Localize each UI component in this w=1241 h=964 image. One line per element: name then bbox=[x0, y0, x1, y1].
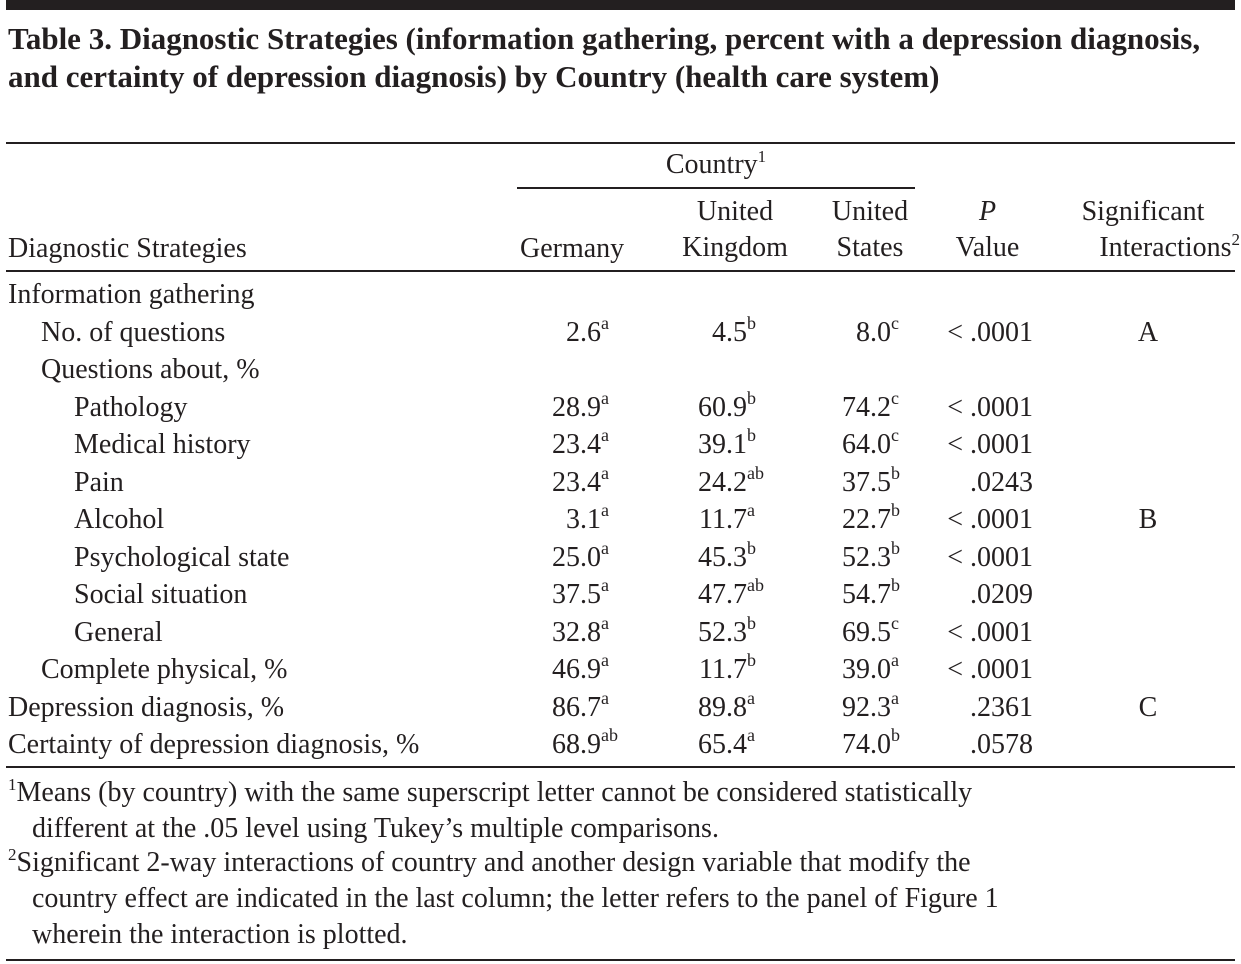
significance-letter: a bbox=[601, 387, 609, 408]
significance-letter: a bbox=[601, 500, 609, 520]
table-row bbox=[0, 351, 1241, 388]
cell-value: 25.0 bbox=[552, 541, 601, 573]
cell-p-value: < .0001 bbox=[947, 316, 1033, 348]
cell-uk bbox=[698, 612, 756, 651]
header-significant-interactions bbox=[1060, 194, 1240, 266]
significance-letter: b bbox=[747, 537, 756, 558]
cell-de bbox=[552, 612, 609, 651]
table-row bbox=[0, 576, 1241, 613]
footnote-line: different at the .05 level using Tukey’s multiple comparisons. bbox=[32, 813, 719, 844]
cell-interaction: A bbox=[1137, 316, 1159, 348]
footnote-text: Significant 2-way interactions of country and another design variable that modify the bbox=[16, 847, 971, 878]
significance-letter: a bbox=[601, 687, 609, 708]
table-row bbox=[0, 426, 1241, 463]
cell-value: 89.8 bbox=[698, 691, 747, 723]
cell-p-value: < .0001 bbox=[947, 429, 1033, 460]
significance-letter: ab bbox=[601, 725, 618, 745]
cell-de bbox=[552, 725, 618, 763]
significance-letter: c bbox=[891, 312, 899, 333]
table-row bbox=[0, 614, 1241, 651]
cell-value: 64.0 bbox=[842, 429, 891, 460]
significance-letter: b bbox=[891, 462, 900, 483]
cell-p-value: < .0001 bbox=[947, 391, 1033, 423]
cell-value: 11.7 bbox=[699, 654, 747, 685]
row-label: Social situation bbox=[74, 579, 248, 610]
header-diagnostic-strategies: Diagnostic Strategies bbox=[8, 233, 247, 264]
footnote-ref: 2 bbox=[1231, 230, 1240, 249]
cell-value: 68.9 bbox=[552, 729, 601, 760]
footnote-mark: 2 bbox=[8, 845, 17, 864]
cell-p-value: < .0001 bbox=[947, 616, 1033, 648]
cell-de bbox=[566, 312, 609, 351]
cell-us bbox=[856, 312, 899, 351]
cell-value: 74.2 bbox=[842, 391, 891, 423]
country-group-header bbox=[517, 147, 915, 183]
cell-value: 54.7 bbox=[842, 579, 891, 610]
cell-us bbox=[842, 650, 899, 688]
significance-letter: a bbox=[601, 425, 609, 445]
cell-de bbox=[552, 687, 609, 726]
header-line: United bbox=[831, 196, 909, 227]
significance-letter: a bbox=[601, 612, 609, 633]
significance-letter: a bbox=[747, 687, 755, 708]
significance-letter: a bbox=[891, 687, 899, 708]
significance-letter: a bbox=[601, 537, 609, 558]
cell-value: 8.0 bbox=[856, 316, 891, 348]
significance-letter: b bbox=[891, 725, 900, 745]
cell-us bbox=[842, 537, 900, 576]
cell-us bbox=[842, 687, 899, 726]
cell-uk bbox=[698, 387, 756, 426]
cell-value: 39.0 bbox=[842, 654, 891, 685]
header-line: States bbox=[836, 232, 904, 263]
header-germany: Germany bbox=[520, 233, 625, 264]
footnote bbox=[8, 775, 1233, 847]
significance-letter: b bbox=[747, 312, 756, 333]
significance-letter: a bbox=[747, 725, 755, 745]
row-label: Pain bbox=[74, 466, 124, 498]
cell-value: 11.7 bbox=[699, 504, 747, 535]
cell-value: 74.0 bbox=[842, 729, 891, 760]
row-label: Depression diagnosis, % bbox=[8, 691, 285, 723]
table-row bbox=[0, 726, 1241, 763]
table-row bbox=[0, 314, 1241, 351]
header-line: United bbox=[696, 196, 774, 227]
bottom-rule bbox=[6, 959, 1235, 961]
country-group-rule bbox=[517, 187, 915, 189]
header-united-states bbox=[815, 194, 925, 266]
footnote bbox=[8, 845, 1233, 953]
cell-us bbox=[842, 500, 900, 538]
significance-letter: c bbox=[891, 387, 899, 408]
significance-letter: ab bbox=[747, 575, 764, 595]
row-label: Psychological state bbox=[74, 541, 290, 573]
footnote-line bbox=[8, 845, 1233, 881]
cell-value: 23.4 bbox=[552, 429, 601, 460]
cell-value: 45.3 bbox=[698, 541, 747, 573]
cell-uk bbox=[698, 687, 755, 726]
row-label: Complete physical, % bbox=[41, 654, 288, 685]
table-row bbox=[0, 651, 1241, 688]
cell-uk bbox=[698, 425, 756, 463]
row-label: General bbox=[74, 616, 163, 648]
table-row bbox=[0, 689, 1241, 726]
cell-uk bbox=[699, 500, 755, 538]
significance-letter: b bbox=[891, 537, 900, 558]
significance-letter: a bbox=[601, 650, 609, 670]
cell-uk bbox=[712, 312, 756, 351]
row-label: Medical history bbox=[74, 429, 251, 460]
cell-value: 60.9 bbox=[698, 391, 747, 423]
significance-letter: a bbox=[891, 650, 899, 670]
significance-letter: c bbox=[891, 612, 899, 633]
footnote-line bbox=[8, 775, 1233, 811]
significance-letter: a bbox=[601, 312, 609, 333]
cell-p-value: .0243 bbox=[970, 466, 1033, 498]
cell-value: 32.8 bbox=[552, 616, 601, 648]
cell-uk bbox=[698, 575, 764, 613]
table-row bbox=[0, 539, 1241, 576]
cell-de bbox=[552, 425, 609, 463]
header-rule bbox=[6, 270, 1235, 272]
cell-p-value: < .0001 bbox=[947, 541, 1033, 573]
significance-letter: b bbox=[747, 612, 756, 633]
significance-letter: b bbox=[747, 650, 756, 670]
significance-letter: a bbox=[747, 500, 755, 520]
footnote-mark: 1 bbox=[8, 775, 17, 794]
cell-de bbox=[552, 537, 609, 576]
country-group-label: Country bbox=[665, 149, 758, 180]
cell-de bbox=[552, 575, 609, 613]
cell-value: 39.1 bbox=[698, 429, 747, 460]
cell-value: 28.9 bbox=[552, 391, 601, 423]
header-line: P bbox=[978, 196, 997, 227]
significance-letter: b bbox=[891, 575, 900, 595]
row-label: Certainty of depression diagnosis, % bbox=[8, 729, 420, 760]
footnote-text: Means (by country) with the same superscript letter cannot be considered statistically bbox=[16, 777, 973, 808]
cell-value: 4.5 bbox=[712, 316, 747, 348]
cell-p-value: .0578 bbox=[970, 729, 1033, 760]
cell-value: 37.5 bbox=[552, 579, 601, 610]
header-line: Value bbox=[955, 232, 1020, 263]
body-bottom-rule bbox=[6, 766, 1235, 768]
cell-uk bbox=[698, 725, 755, 763]
cell-interaction: C bbox=[1138, 691, 1158, 723]
cell-de bbox=[552, 387, 609, 426]
cell-value: 52.3 bbox=[842, 541, 891, 573]
cell-us bbox=[842, 575, 900, 613]
significance-letter: ab bbox=[747, 462, 764, 483]
cell-value: 47.7 bbox=[698, 579, 747, 610]
cell-value: 22.7 bbox=[842, 504, 891, 535]
row-label: No. of questions bbox=[41, 316, 226, 348]
significance-letter: b bbox=[891, 500, 900, 520]
cell-value: 92.3 bbox=[842, 691, 891, 723]
row-label: Information gathering bbox=[8, 279, 255, 310]
table-row bbox=[0, 464, 1241, 501]
header-united-kingdom bbox=[665, 194, 805, 266]
cell-p-value: < .0001 bbox=[947, 504, 1033, 535]
row-label: Pathology bbox=[74, 391, 188, 423]
cell-value: 2.6 bbox=[566, 316, 601, 348]
cell-value: 46.9 bbox=[552, 654, 601, 685]
significance-letter: b bbox=[747, 425, 756, 445]
table-title: Table 3. Diagnostic Strategies (information gathering, percent with a depression diagnosis, and certainty of depression diagnosis) by Country (health care system) bbox=[8, 21, 1201, 94]
cell-de bbox=[552, 650, 609, 688]
cell-uk bbox=[699, 650, 756, 688]
significance-letter: c bbox=[891, 425, 899, 445]
cell-p-value: .0209 bbox=[970, 579, 1033, 610]
row-label: Questions about, % bbox=[41, 354, 260, 385]
significance-letter: b bbox=[747, 387, 756, 408]
header-line: Significant bbox=[1081, 196, 1205, 227]
footnote-line: wherein the interaction is plotted. bbox=[32, 919, 408, 950]
cell-uk bbox=[698, 537, 756, 576]
row-label: Alcohol bbox=[74, 504, 165, 535]
cell-us bbox=[842, 387, 899, 426]
cell-value: 52.3 bbox=[698, 616, 747, 648]
cell-us bbox=[842, 425, 899, 463]
cell-value: 3.1 bbox=[566, 504, 601, 535]
cell-value: 23.4 bbox=[552, 466, 601, 498]
footnote-line: country effect are indicated in the last column; the letter refers to the panel of Figure 1 bbox=[32, 883, 999, 914]
table-row bbox=[0, 389, 1241, 426]
cell-us bbox=[842, 725, 900, 763]
table-row bbox=[0, 501, 1241, 538]
cell-value: 37.5 bbox=[842, 466, 891, 498]
header-line: Kingdom bbox=[682, 232, 788, 263]
cell-de bbox=[566, 500, 609, 538]
cell-p-value: .2361 bbox=[970, 691, 1033, 723]
cell-value: 65.4 bbox=[698, 729, 747, 760]
significance-letter: a bbox=[601, 462, 609, 483]
significance-letter: a bbox=[601, 575, 609, 595]
top-thick-rule bbox=[6, 0, 1235, 10]
title-rule bbox=[6, 142, 1235, 144]
cell-de bbox=[552, 462, 609, 501]
cell-p-value: < .0001 bbox=[947, 654, 1033, 685]
cell-us bbox=[842, 612, 899, 651]
cell-interaction: B bbox=[1138, 504, 1158, 535]
header-line: Interactions bbox=[1099, 232, 1232, 263]
cell-value: 24.2 bbox=[698, 466, 747, 498]
cell-uk bbox=[698, 462, 764, 501]
header-p-value bbox=[935, 194, 1040, 266]
footnote-ref: 1 bbox=[757, 147, 767, 166]
cell-value: 69.5 bbox=[842, 616, 891, 648]
table-row bbox=[0, 276, 1241, 313]
cell-us bbox=[842, 462, 900, 501]
cell-value: 86.7 bbox=[552, 691, 601, 723]
